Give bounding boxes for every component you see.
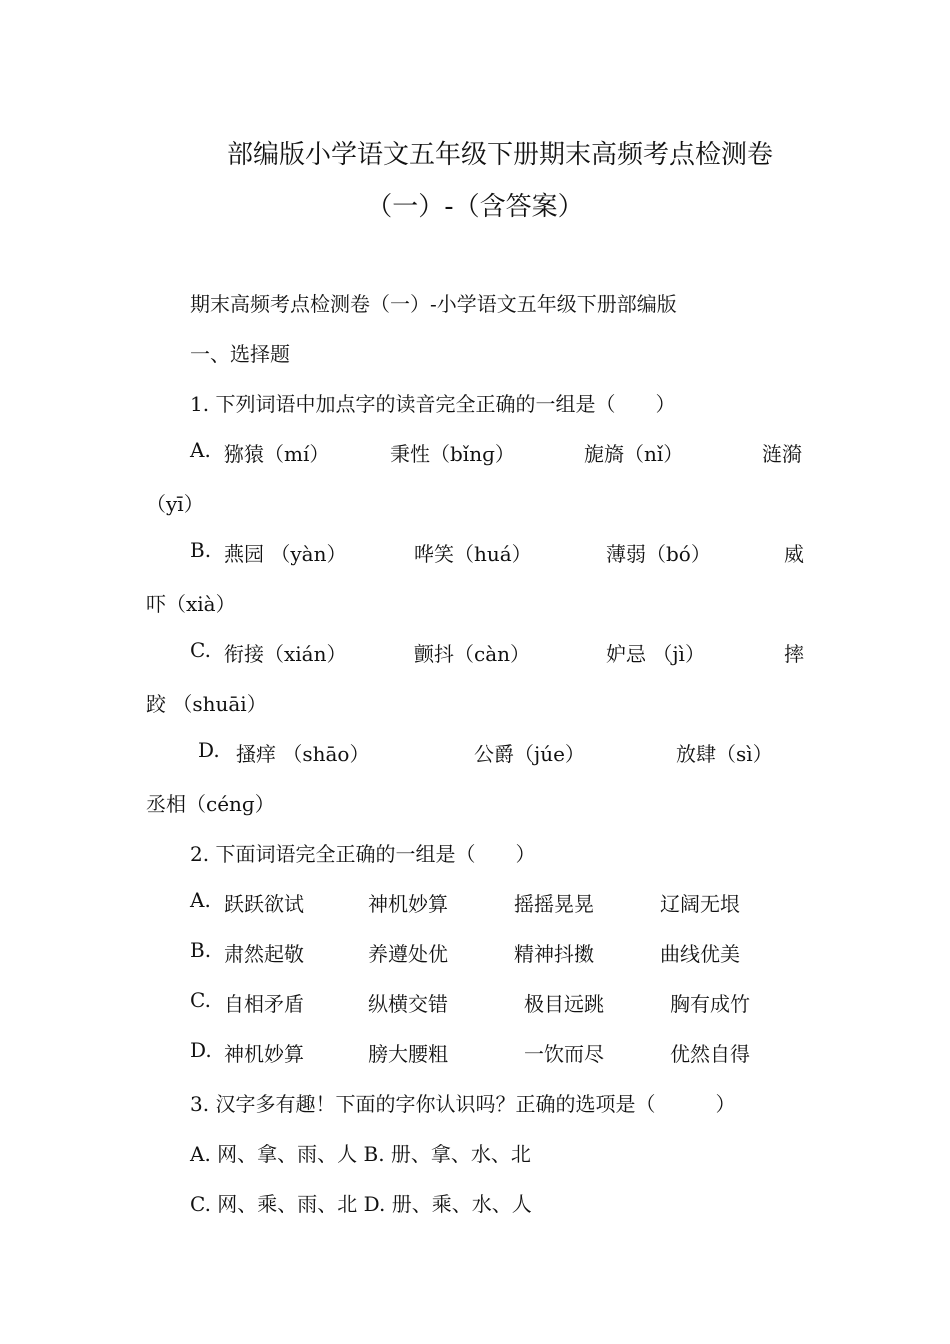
q2-option-a	[0, 888, 950, 916]
option-item: 薄弱（bó）	[606, 542, 711, 566]
option-label: D.	[198, 738, 220, 762]
option-label: A.	[190, 438, 211, 462]
section-heading-choice: 一、选择题	[190, 342, 290, 366]
option-item: 跃跃欲试	[224, 892, 304, 916]
option-label: B.	[190, 538, 212, 562]
option-item: 放肆（sì）	[676, 742, 773, 766]
option-item: 秉性（bǐnɡ）	[390, 442, 515, 466]
q3-stem: 3. 汉字多有趣！下面的字你认识吗？正确的选项是（ ）	[190, 1092, 736, 1116]
q3-options-ab: A. 网、拿、雨、人 B. 册、拿、水、北	[190, 1142, 531, 1166]
q1-option-a	[0, 438, 950, 466]
option-label: C.	[190, 988, 211, 1012]
option-item: 极目远跳	[524, 992, 604, 1016]
option-item: 辽阔无垠	[660, 892, 740, 916]
document-subtitle: 期末高频考点检测卷（一）-小学语文五年级下册部编版	[190, 292, 677, 316]
option-item: 曲线优美	[660, 942, 740, 966]
q2-option-d	[0, 1038, 950, 1066]
option-item: 膀大腰粗	[368, 1042, 448, 1066]
option-item: 摔	[784, 642, 804, 666]
option-item: 精神抖擞	[514, 942, 594, 966]
option-label: D.	[190, 1038, 212, 1062]
option-item: 猕猿（mí）	[224, 442, 330, 466]
option-item: 燕园 （yàn）	[224, 542, 347, 566]
document-title-line2: （一）-（含答案）	[366, 192, 584, 222]
option-item: 哗笑（huá）	[414, 542, 532, 566]
q1-option-a-continued: （yī）	[146, 492, 204, 516]
option-item: 优然自得	[670, 1042, 750, 1066]
document-title-line1: 部编版小学语文五年级下册期末高频考点检测卷	[226, 140, 773, 170]
q1-option-b	[0, 538, 950, 566]
option-label: B.	[190, 938, 212, 962]
option-item: 一饮而尽	[524, 1042, 604, 1066]
q1-stem: 1. 下列词语中加点字的读音完全正确的一组是（ ）	[190, 392, 676, 416]
option-item: 威	[784, 542, 804, 566]
q1-option-b-continued: 吓（xià）	[146, 592, 236, 616]
option-label: A.	[190, 888, 211, 912]
option-item: 涟漪	[762, 442, 802, 466]
q1-option-d-continued: 丞相（cénɡ）	[146, 792, 275, 816]
option-item: 旎旖（nǐ）	[584, 442, 684, 466]
option-item: 肃然起敬	[224, 942, 304, 966]
q1-option-c	[0, 638, 950, 666]
option-item: 胸有成竹	[670, 992, 750, 1016]
option-item: 神机妙算	[368, 892, 448, 916]
q2-option-b	[0, 938, 950, 966]
option-item: 颤抖（càn）	[414, 642, 531, 666]
q2-stem: 2. 下面词语完全正确的一组是（ ）	[190, 842, 536, 866]
option-item: 养遵处优	[368, 942, 448, 966]
option-label: C.	[190, 638, 211, 662]
option-item: 自相矛盾	[224, 992, 304, 1016]
q1-option-d	[0, 738, 950, 766]
q3-options-cd: C. 网、乘、雨、北 D. 册、乘、水、人	[190, 1192, 532, 1216]
option-item: 公爵（júe）	[474, 742, 585, 766]
q2-option-c	[0, 988, 950, 1016]
option-item: 纵横交错	[368, 992, 448, 1016]
q1-option-c-continued: 跤 （shuāi）	[146, 692, 267, 716]
option-item: 神机妙算	[224, 1042, 304, 1066]
option-item: 衔接（xián）	[224, 642, 347, 666]
option-item: 妒忌 （jì）	[606, 642, 705, 666]
option-item: 摇摇晃晃	[514, 892, 594, 916]
option-item: 搔痒 （shāo）	[236, 742, 370, 766]
